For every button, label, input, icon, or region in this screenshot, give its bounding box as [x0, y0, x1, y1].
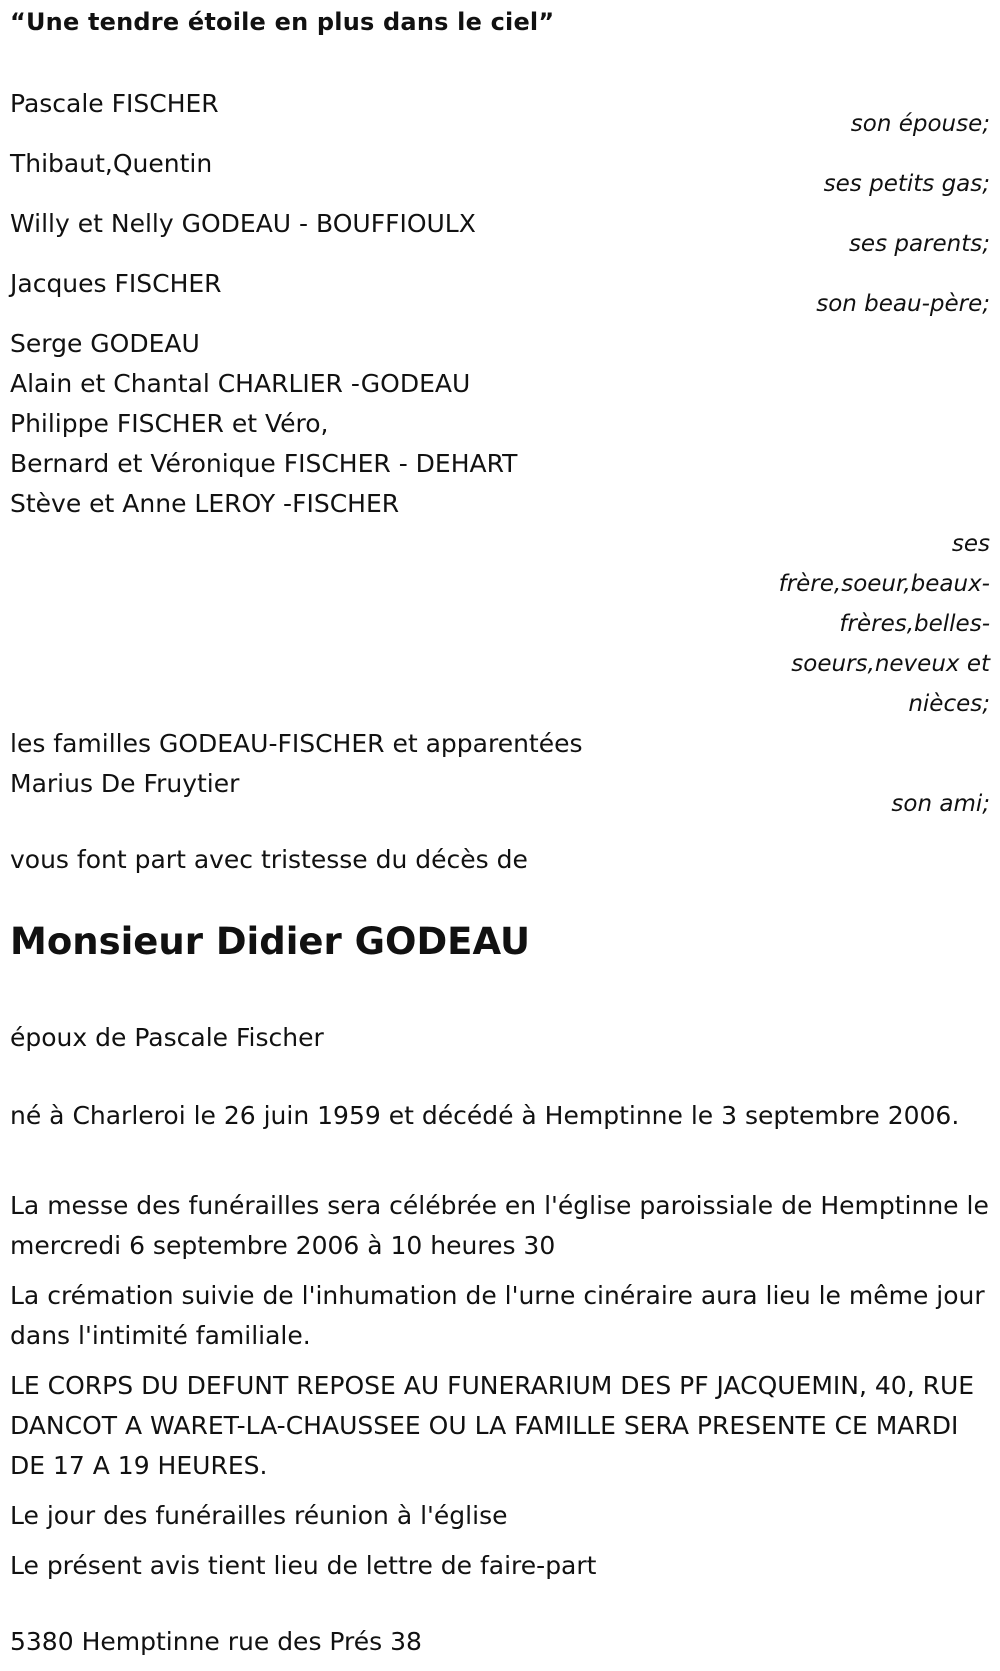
family-name-line: Marius De Fruytier — [10, 769, 240, 798]
family-name-line: Philippe FISCHER et Véro, — [10, 409, 329, 438]
announcement-text: vous font part avec tristesse du décès de — [10, 845, 528, 874]
spouse-line: époux de Pascale Fischer — [10, 1023, 324, 1052]
quote-heading: “Une tendre étoile en plus dans le ciel” — [10, 8, 555, 36]
family-name-line: Bernard et Véronique FISCHER - DEHART — [10, 449, 518, 478]
family-name-line: Stève et Anne LEROY -FISCHER — [10, 489, 400, 518]
address-line: 5380 Hemptinne rue des Prés 38 — [10, 1627, 422, 1656]
family-role: ses petits gas; — [823, 171, 990, 197]
family-role: ses frère,soeur,beaux-frères,belles-soeurs,neveux et nièces; — [778, 531, 990, 717]
family-role: ses parents; — [848, 231, 990, 257]
family-name-line: Thibaut,Quentin — [10, 149, 213, 178]
family-name-line: Jacques FISCHER — [10, 269, 222, 298]
notice-paragraph: Le présent avis tient lieu de lettre de faire-part — [10, 1551, 597, 1580]
deceased-name: Monsieur Didier GODEAU — [10, 920, 530, 963]
funerarium-paragraph: LE CORPS DU DEFUNT REPOSE AU FUNERARIUM DES PF JACQUEMIN, 40, RUE DANCOT A WARET-LA-CHAUSSEE OU LA FAMILLE SERA PRESENTE CE MARDI DE 17 A 19 HEURES. — [10, 1371, 975, 1480]
family-name-line: les familles GODEAU-FISCHER et apparentées — [10, 729, 583, 758]
funeral-mass-paragraph: La messe des funérailles sera célébrée en l'église paroissiale de Hemptinne le mercredi 6 septembre 2006 à 10 heures 30 — [10, 1191, 989, 1260]
family-name-line: Willy et Nelly GODEAU - BOUFFIOULX — [10, 209, 476, 238]
family-name-line: Alain et Chantal CHARLIER -GODEAU — [10, 369, 471, 398]
family-role: son épouse; — [850, 111, 990, 137]
family-role: son ami; — [891, 791, 990, 817]
family-name-line: Pascale FISCHER — [10, 89, 219, 118]
family-role: son beau-père; — [816, 291, 990, 317]
family-name-line: Serge GODEAU — [10, 329, 200, 358]
church-meeting-paragraph: Le jour des funérailles réunion à l'église — [10, 1501, 508, 1530]
birth-death-paragraph: né à Charleroi le 26 juin 1959 et décédé à Hemptinne le 3 septembre 2006. — [10, 1101, 960, 1130]
cremation-paragraph: La crémation suivie de l'inhumation de l'urne cinéraire aura lieu le même jour dans l'intimité familiale. — [10, 1281, 985, 1350]
